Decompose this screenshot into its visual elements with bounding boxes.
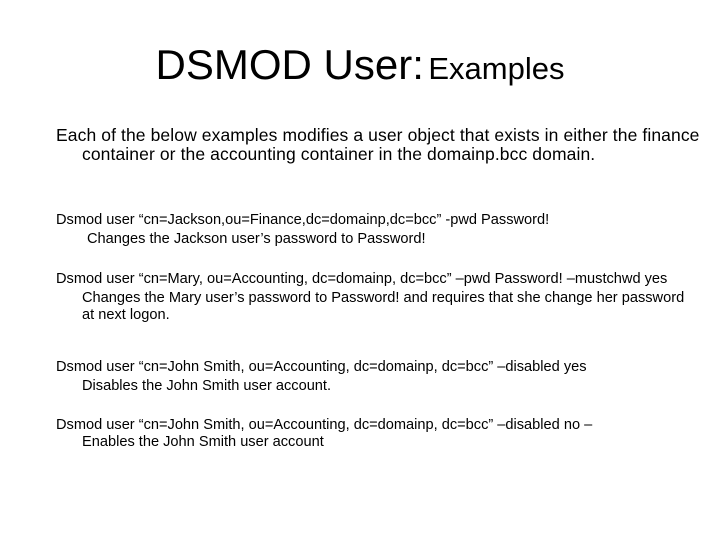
example-john-disable [56,359,686,395]
example-mary [56,271,686,324]
example-description: Changes the Mary user’s password to Password! and requires that she change her password at next logon. [82,290,685,323]
slide-title [0,42,720,88]
example-description: Enables the John Smith user account [82,434,324,450]
example-command: Dsmod user “cn=Mary, ou=Accounting, dc=domainp, dc=bcc” –pwd Password! –mustchwd yes [56,271,668,287]
intro-paragraph: Each of the below examples modifies a user object that exists in either the finance container or the accounting container in the domainp.bcc domain. [56,125,700,164]
example-command: Dsmod user “cn=John Smith, ou=Accounting, dc=domainp, dc=bcc” –disabled no – [56,417,593,433]
example-command: Dsmod user “cn=John Smith, ou=Accounting, dc=domainp, dc=bcc” –disabled yes [56,359,587,375]
example-description: Disables the John Smith user account. [82,378,332,394]
title-sub: Examples [428,51,565,86]
example-john-enable [56,417,686,451]
example-command: Dsmod user “cn=Jackson,ou=Finance,dc=domainp,dc=bcc” -pwd Password! [56,212,550,228]
example-description: Changes the Jackson user’s password to Password! [87,231,426,247]
example-jackson [56,212,686,248]
title-main: DSMOD User: [155,41,424,88]
